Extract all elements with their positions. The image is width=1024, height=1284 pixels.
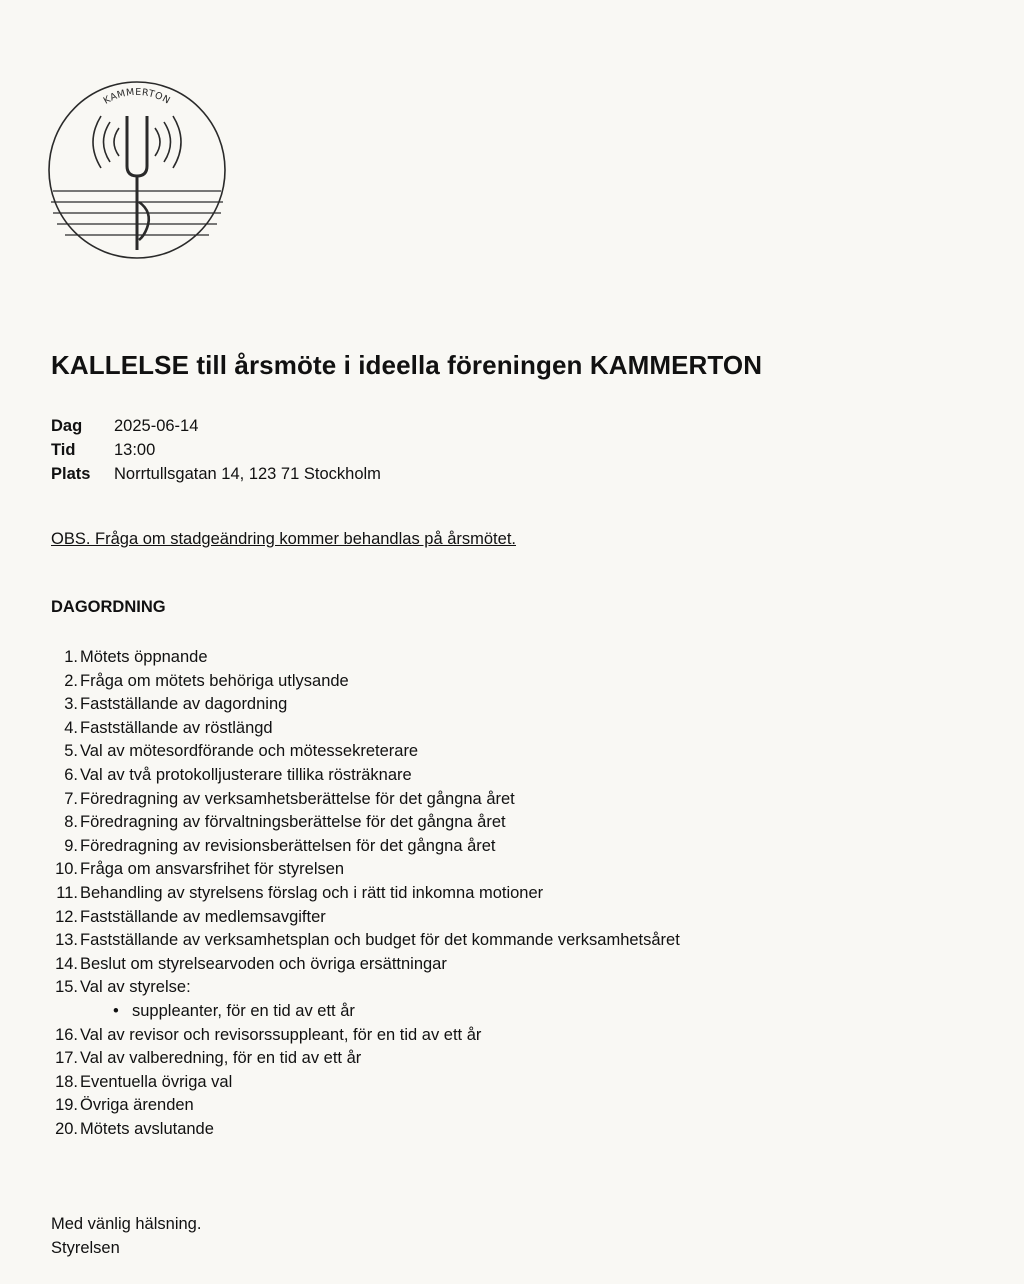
agenda-item-text: Behandling av styrelsens förslag och i rätt tid inkomna motioner: [80, 883, 544, 902]
meeting-time-row: [51, 438, 381, 462]
agenda-item-text: Beslut om styrelsearvoden och övriga ersättningar: [80, 954, 447, 973]
agenda-item-number: 17.: [55, 1049, 78, 1068]
meeting-time-label: Tid: [51, 441, 76, 459]
closing-block: [51, 1212, 201, 1260]
agenda-item: [51, 717, 680, 741]
agenda-item: [51, 1024, 680, 1048]
agenda-item-text: Föredragning av revisionsberättelsen för det gångna året: [80, 836, 496, 855]
agenda-item: [51, 811, 680, 835]
agenda-item: [51, 953, 680, 977]
agenda-item-number: 18.: [55, 1072, 78, 1091]
svg-text:KAMMERTON: KAMMERTON: [101, 86, 173, 107]
agenda-item: [51, 1047, 680, 1071]
meeting-place-row: [51, 462, 381, 486]
meeting-details: [51, 414, 381, 486]
agenda-item: [51, 882, 680, 906]
agenda-sub-item-text: suppleanter, för en tid av ett år: [132, 1001, 355, 1020]
agenda-item-number: 13.: [55, 931, 78, 950]
agenda-item-text: Eventuella övriga val: [80, 1072, 233, 1091]
meeting-date-value: 2025-06-14: [114, 417, 199, 435]
agenda-item-number: 9.: [64, 836, 78, 855]
agenda-item-number: 4.: [64, 718, 78, 737]
agenda-sub-item: [51, 1000, 680, 1024]
meeting-place-label: Plats: [51, 465, 91, 483]
agenda-item-text: Föredragning av förvaltningsberättelse för det gångna året: [80, 813, 506, 832]
agenda-item: [51, 858, 680, 882]
agenda-item-number: 14.: [55, 954, 78, 973]
agenda-item: [51, 670, 680, 694]
page-title: KALLELSE till årsmöte i ideella föreningen KAMMERTON: [51, 350, 763, 380]
agenda-item: [51, 1094, 680, 1118]
kammerton-logo: [47, 80, 227, 260]
agenda-item-number: 2.: [64, 671, 78, 690]
agenda-item-text: Val av valberedning, för en tid av ett år: [80, 1049, 362, 1068]
closing-greeting: Med vänlig hälsning.: [51, 1215, 202, 1233]
agenda-item: [51, 929, 680, 953]
agenda-list: [51, 646, 680, 1141]
agenda-item-number: 3.: [64, 695, 78, 714]
agenda-item-number: 1.: [64, 648, 78, 666]
agenda-item: [51, 835, 680, 859]
meeting-place-value: Norrtullsgatan 14, 123 71 Stockholm: [114, 465, 381, 483]
agenda-item-text: Mötets öppnande: [80, 648, 208, 666]
meeting-time-value: 13:00: [114, 441, 156, 459]
agenda-item: [51, 646, 680, 670]
agenda-item-number: 10.: [55, 860, 78, 879]
tuning-fork-icon: [47, 80, 227, 260]
agenda-item-text: Fråga om ansvarsfrihet för styrelsen: [80, 860, 345, 879]
meeting-date-label: Dag: [51, 417, 83, 435]
agenda-item-text: Val av mötesordförande och mötessekreterare: [80, 742, 419, 761]
agenda-item-text: Mötets avslutande: [80, 1119, 214, 1138]
agenda-item-text: Fastställande av dagordning: [80, 695, 288, 714]
agenda-item-text: Fastställande av verksamhetsplan och budget för det kommande verksamhetsåret: [80, 931, 680, 950]
agenda-item: [51, 693, 680, 717]
agenda-item-text: Övriga ärenden: [80, 1096, 194, 1115]
agenda-item-number: 5.: [64, 742, 78, 761]
agenda-item: [51, 906, 680, 930]
agenda-item-number: 16.: [55, 1025, 78, 1044]
agenda-item: [51, 788, 680, 812]
agenda-item: [51, 976, 680, 1000]
agenda-item-text: Val av styrelse:: [80, 978, 191, 997]
agenda-item-text: Föredragning av verksamhetsberättelse för det gångna året: [80, 789, 515, 808]
meeting-date-row: [51, 414, 381, 438]
agenda-item-number: 20.: [55, 1119, 78, 1138]
agenda-item: [51, 1118, 680, 1142]
agenda-item-number: 11.: [56, 883, 78, 902]
agenda-item: [51, 764, 680, 788]
agenda-item-text: Fastställande av röstlängd: [80, 718, 273, 737]
agenda-item: [51, 740, 680, 764]
agenda-item-number: 19.: [55, 1096, 78, 1115]
agenda-item-number: 12.: [55, 907, 78, 926]
bullet-icon: •: [113, 1001, 119, 1020]
agenda-item-text: Fråga om mötets behöriga utlysande: [80, 671, 349, 690]
obs-notice: OBS. Fråga om stadgeändring kommer behandlas på årsmötet.: [51, 530, 516, 548]
agenda-item-text: Val av revisor och revisorssuppleant, för en tid av ett år: [80, 1025, 482, 1044]
agenda-item-text: Val av två protokolljusterare tillika rösträknare: [80, 765, 412, 784]
agenda-item-text: Fastställande av medlemsavgifter: [80, 907, 326, 926]
agenda-item-number: 8.: [64, 813, 78, 832]
agenda-heading: DAGORDNING: [51, 598, 166, 616]
agenda-item-number: 7.: [64, 789, 78, 808]
closing-signature: Styrelsen: [51, 1239, 120, 1257]
agenda-item-number: 15.: [55, 978, 78, 997]
agenda-item: [51, 1071, 680, 1095]
agenda-item-number: 6.: [64, 765, 78, 784]
